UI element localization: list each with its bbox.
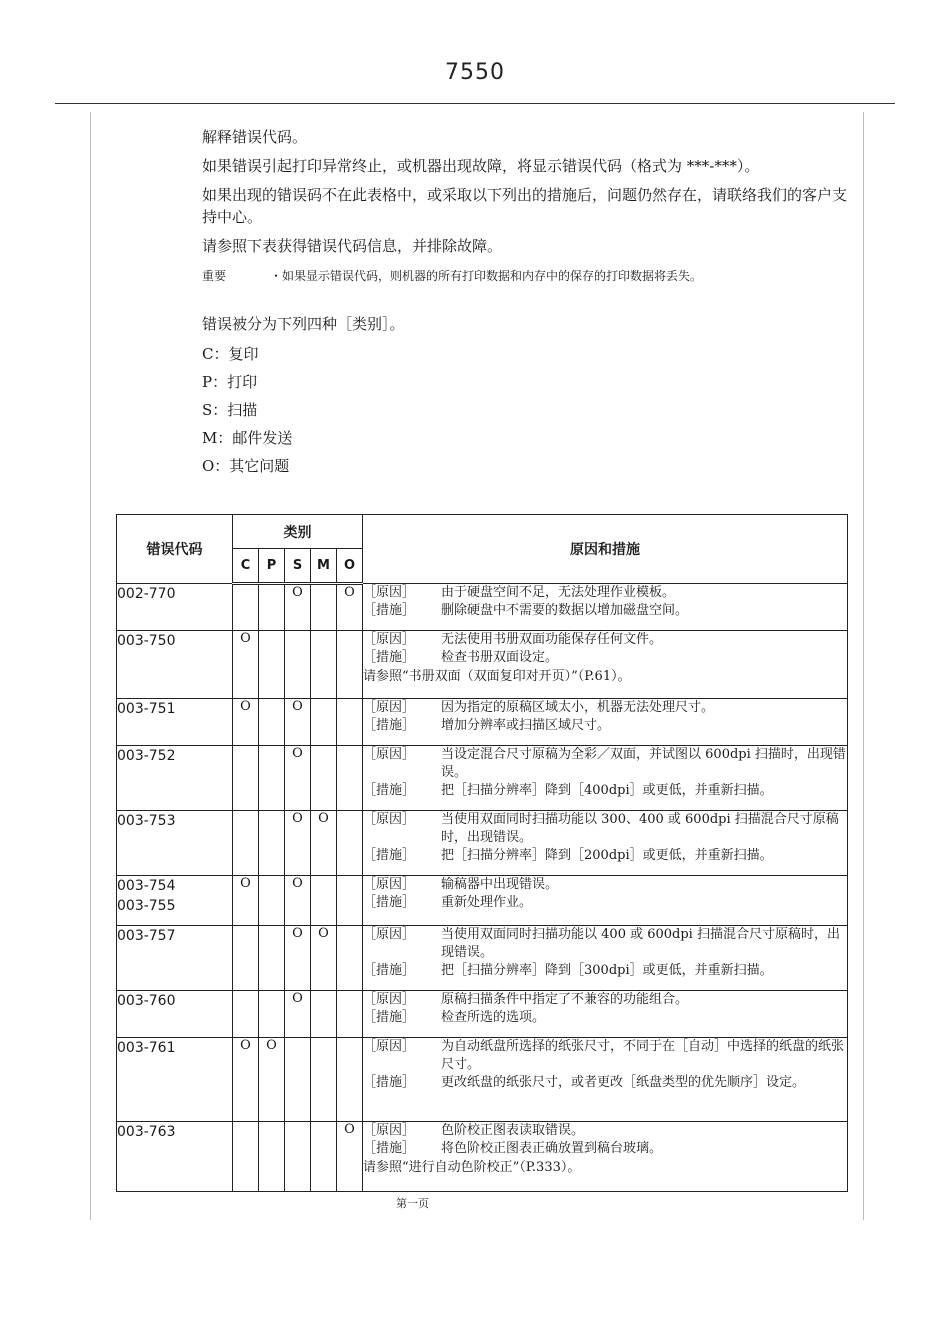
- cause-line: [363, 811, 847, 847]
- error-code-cell: 003-753: [117, 811, 233, 876]
- table-row: [117, 746, 848, 811]
- cause-action-cell: [363, 1122, 848, 1192]
- line-text: 当设定混合尺寸原稿为全彩／双面，并试图以 600dpi 扫描时，出现错误。: [441, 747, 846, 780]
- cause-action-cell: [363, 926, 848, 991]
- category-mark-m: [311, 746, 337, 811]
- action-line: [363, 649, 847, 667]
- line-tag: ［原因］: [363, 1123, 416, 1138]
- category-mark-o: [337, 876, 363, 926]
- line-text: 当使用双面同时扫描功能以 400 或 600dpi 扫描混合尺寸原稿时，出现错误。: [441, 927, 840, 960]
- category-mark-c: [233, 584, 259, 631]
- header-col-o: O: [337, 549, 363, 584]
- category-mark-c: [233, 1122, 259, 1192]
- category-mark-p: [259, 631, 285, 699]
- cause-line: [363, 876, 847, 894]
- category-mark-o: O: [337, 584, 363, 631]
- line-text: 检查所选的选项。: [441, 1010, 546, 1025]
- cause-action-cell: [363, 876, 848, 926]
- cause-line: [363, 699, 847, 717]
- category-mark-m: [311, 1122, 337, 1192]
- important-text: ・如果显示错误代码，则机器的所有打印数据和内存中的保存的打印数据将丢失。: [270, 269, 703, 283]
- line-tag: ［措施］: [363, 718, 416, 733]
- category-item: C：复印: [202, 345, 259, 363]
- category-list: [202, 340, 292, 480]
- line-text: 把［扫描分辨率］降到［400dpi］或更低，并重新扫描。: [441, 783, 773, 798]
- line-text: 当使用双面同时扫描功能以 300、400 或 600dpi 扫描混合尺寸原稿时，出现错误。: [441, 812, 839, 845]
- error-code-cell: 003-757: [117, 926, 233, 991]
- action-line: [363, 962, 847, 980]
- cause-line: [363, 1122, 847, 1140]
- category-mark-p: [259, 746, 285, 811]
- intro-paragraph: 解释错误代码。: [202, 128, 308, 146]
- category-mark-p: [259, 1122, 285, 1192]
- category-mark-s: O: [285, 584, 311, 631]
- line-tag: ［措施］: [363, 895, 416, 910]
- line-tag: ［措施］: [363, 1010, 416, 1025]
- table-row: [117, 926, 848, 991]
- important-label: 重要: [202, 269, 227, 283]
- reference-note: 请参照“书册双面（双面复印对开页）”（P.61）。: [363, 669, 631, 684]
- cause-action-cell: [363, 584, 848, 631]
- category-mark-o: [337, 926, 363, 991]
- category-mark-p: [259, 876, 285, 926]
- line-tag: ［原因］: [363, 877, 416, 892]
- action-line: [363, 1009, 847, 1027]
- line-text: 更改纸盘的纸张尺寸，或者更改［纸盘类型的优先顺序］设定。: [441, 1075, 806, 1090]
- action-line: [363, 894, 847, 912]
- line-text: 为自动纸盘所选择的纸张尺寸，不同于在［自动］中选择的纸盘的纸张尺寸。: [441, 1039, 845, 1072]
- category-mark-s: [285, 1038, 311, 1122]
- category-mark-s: O: [285, 699, 311, 746]
- category-mark-s: O: [285, 991, 311, 1038]
- line-text: 原稿扫描条件中指定了不兼容的功能组合。: [441, 992, 689, 1007]
- category-item: M：邮件发送: [202, 429, 293, 447]
- table-body: [117, 584, 848, 1192]
- cause-line: [363, 926, 847, 962]
- category-mark-s: O: [285, 876, 311, 926]
- line-text: 将色阶校正图表正确放置到稿台玻璃。: [441, 1141, 663, 1156]
- line-text: 检查书册双面设定。: [441, 650, 559, 665]
- important-note: [202, 265, 852, 287]
- category-mark-o: [337, 1038, 363, 1122]
- cause-action-cell: [363, 699, 848, 746]
- category-mark-m: O: [311, 926, 337, 991]
- category-mark-c: O: [233, 1038, 259, 1122]
- cause-line: [363, 991, 847, 1009]
- category-mark-s: O: [285, 746, 311, 811]
- category-item: P：打印: [202, 373, 258, 391]
- action-line: [363, 717, 847, 735]
- header-col-p: P: [259, 549, 285, 584]
- category-mark-m: [311, 631, 337, 699]
- line-text: 色阶校正图表读取错误。: [441, 1123, 585, 1138]
- category-mark-c: O: [233, 631, 259, 699]
- cause-line: [363, 584, 847, 602]
- category-mark-p: [259, 811, 285, 876]
- line-tag: ［措施］: [363, 650, 416, 665]
- category-mark-s: O: [285, 811, 311, 876]
- header-cause-action: 原因和措施: [363, 515, 848, 584]
- line-tag: ［措施］: [363, 603, 416, 618]
- line-text: 因为指定的原稿区域太小，机器无法处理尺寸。: [441, 700, 715, 715]
- header-category: 类别: [233, 515, 363, 549]
- cause-action-cell: [363, 991, 848, 1038]
- error-code-table: [116, 514, 848, 1192]
- line-tag: ［措施］: [363, 1141, 416, 1156]
- line-text: 输稿器中出现错误。: [441, 877, 559, 892]
- line-text: 删除硬盘中不需要的数据以增加磁盘空间。: [441, 603, 689, 618]
- category-mark-p: [259, 991, 285, 1038]
- category-mark-c: O: [233, 876, 259, 926]
- line-text: 无法使用书册双面功能保存任何文件。: [441, 632, 663, 647]
- line-tag: ［原因］: [363, 1039, 416, 1054]
- category-mark-s: O: [285, 926, 311, 991]
- category-mark-p: O: [259, 1038, 285, 1122]
- category-mark-o: [337, 631, 363, 699]
- cause-action-cell: [363, 1038, 848, 1122]
- category-mark-m: [311, 584, 337, 631]
- category-heading: 错误被分为下列四种［类别］。: [202, 315, 405, 333]
- intro-section: [202, 126, 852, 287]
- error-code-cell: 002-770: [117, 584, 233, 631]
- header-rule: [55, 103, 895, 104]
- table-row: [117, 584, 848, 631]
- cause-line: [363, 746, 847, 782]
- table-row: [117, 811, 848, 876]
- line-tag: ［原因］: [363, 632, 416, 647]
- category-item: S：扫描: [202, 401, 258, 419]
- category-mark-p: [259, 699, 285, 746]
- action-line: [363, 847, 847, 865]
- line-tag: ［原因］: [363, 700, 416, 715]
- category-mark-c: [233, 746, 259, 811]
- category-mark-m: [311, 1038, 337, 1122]
- header-error-code: 错误代码: [117, 515, 233, 584]
- table-row: [117, 699, 848, 746]
- error-code-cell: 003-752: [117, 746, 233, 811]
- header-col-c: C: [233, 549, 259, 584]
- category-mark-m: O: [311, 811, 337, 876]
- intro-paragraph: 请参照下表获得错误代码信息，并排除故障。: [202, 237, 503, 255]
- category-mark-m: [311, 876, 337, 926]
- error-code-cell: 003-760: [117, 991, 233, 1038]
- page-footer: 第一页: [396, 1197, 429, 1210]
- category-mark-m: [311, 991, 337, 1038]
- error-code-cell: 003-763: [117, 1122, 233, 1192]
- table-row: [117, 876, 848, 926]
- action-line: [363, 1140, 847, 1158]
- error-code-cell: 003-751: [117, 699, 233, 746]
- category-mark-o: [337, 746, 363, 811]
- category-mark-s: [285, 1122, 311, 1192]
- cause-line: [363, 631, 847, 649]
- reference-note: 请参照“进行自动色阶校正”（P.333）。: [363, 1160, 581, 1175]
- category-mark-c: O: [233, 699, 259, 746]
- line-tag: ［原因］: [363, 992, 416, 1007]
- document-title: 7550: [445, 60, 505, 85]
- error-code-cell: 003-754 003-755: [117, 876, 233, 926]
- action-line: [363, 782, 847, 800]
- category-mark-o: [337, 699, 363, 746]
- cause-action-cell: [363, 631, 848, 699]
- error-code-cell: 003-761: [117, 1038, 233, 1122]
- action-line: [363, 602, 847, 620]
- category-mark-p: [259, 584, 285, 631]
- table-row: [117, 1122, 848, 1192]
- header-col-m: M: [311, 549, 337, 584]
- category-mark-p: [259, 926, 285, 991]
- line-text: 增加分辨率或扫描区域尺寸。: [441, 718, 611, 733]
- category-mark-s: [285, 631, 311, 699]
- line-text: 把［扫描分辨率］降到［200dpi］或更低，并重新扫描。: [441, 848, 773, 863]
- line-text: 把［扫描分辨率］降到［300dpi］或更低，并重新扫描。: [441, 963, 773, 978]
- category-mark-c: [233, 991, 259, 1038]
- category-mark-o: O: [337, 1122, 363, 1192]
- category-mark-c: [233, 811, 259, 876]
- header-col-s: S: [285, 549, 311, 584]
- line-tag: ［措施］: [363, 848, 416, 863]
- line-tag: ［原因］: [363, 812, 416, 827]
- line-tag: ［原因］: [363, 747, 416, 762]
- category-item: O：其它问题: [202, 457, 290, 475]
- cause-line: [363, 1038, 847, 1074]
- category-mark-o: [337, 811, 363, 876]
- cause-action-cell: [363, 746, 848, 811]
- action-line: [363, 1074, 847, 1092]
- line-tag: ［原因］: [363, 927, 416, 942]
- line-tag: ［原因］: [363, 585, 416, 600]
- line-text: 由于硬盘空间不足，无法处理作业模板。: [441, 585, 676, 600]
- intro-paragraph: 如果出现的错误码不在此表格中，或采取以下列出的措施后，问题仍然存在，请联络我们的客户支持中心。: [202, 186, 848, 226]
- line-tag: ［措施］: [363, 783, 416, 798]
- intro-paragraph: 如果错误引起打印异常终止，或机器出现故障，将显示错误代码（格式为 ***-***）。: [202, 157, 760, 175]
- category-mark-o: [337, 991, 363, 1038]
- category-mark-c: [233, 926, 259, 991]
- cause-action-cell: [363, 811, 848, 876]
- line-text: 重新处理作业。: [441, 895, 533, 910]
- table-row: [117, 631, 848, 699]
- line-tag: ［措施］: [363, 1075, 416, 1090]
- table-row: [117, 991, 848, 1038]
- line-tag: ［措施］: [363, 963, 416, 978]
- table-row: [117, 1038, 848, 1122]
- error-code-cell: 003-750: [117, 631, 233, 699]
- category-mark-m: [311, 699, 337, 746]
